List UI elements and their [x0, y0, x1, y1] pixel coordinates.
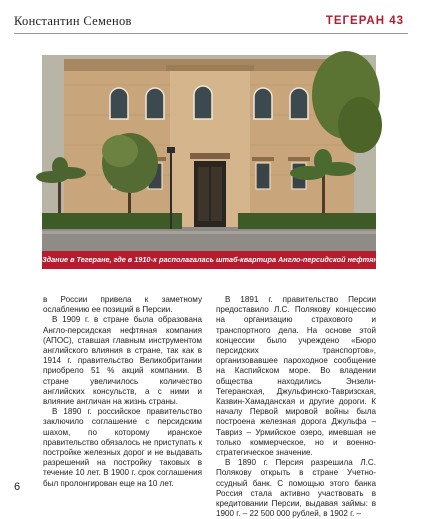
photo-caption: Здание в Тегеране, где в 1910-х располагалась штаб-квартира Англо-персидской нефтяной компании — [42, 255, 424, 264]
text-column-left — [43, 295, 202, 489]
page-number: 6 — [14, 481, 21, 493]
building-photo — [42, 55, 376, 251]
header-rule — [14, 33, 408, 34]
paragraph: В 1891 г. правительство Персии предоставило Л.С. Полякову концессию на организацию страхового и транспортного дела. На основе этой концессии было учреждено «Бюро персидских транспортов», организовавшее пароходное сообщение на Каспийском море. Во владении общества находились Энзели-Тегеранская, Джульфинско-Тавризская, Казвин-Хамаданская и другие дороги. К началу Первой мировой войны была построена железная дорога Джульфа – Тавриз – Урмийское озеро, имевшая не только коммерческое, но и военно-стратегическое значение. — [216, 295, 376, 458]
text-column-right — [216, 295, 376, 519]
paragraph: в России привела к заметному ослаблению ее позиций в Персии. — [43, 295, 202, 315]
building-illustration — [42, 55, 376, 251]
paragraph: В 1890 г. российское правительство заключило соглашение с персидским шахом, по которому иранское правительство обязалось не приступать к постройке железных дорог и не выдавать разрешений на постройку таковых в течение 10 лет. В 1900 г. срок соглашения был пролонгирован еще на 10 лет. — [43, 407, 202, 488]
running-head-author: Константин Семенов — [14, 14, 132, 28]
running-head-title: ТЕГЕРАН 43 — [325, 15, 404, 27]
paragraph: В 1890 г. Персия разрешила Л.С. Полякову открыть в стране Учетно-ссудный банк. С помощью этого банка Россия стала активно участвовать в кредитовании Персии, выдавая займы: в 1900 г. – 22 500 000 рублей, в 1902 г. – — [216, 458, 376, 519]
paragraph: В 1909 г. в стране была образована Англо-персидская нефтяная компания (АПОС), ставшая главным инструментом английского влияния в стране, так как в 1914 г. правительство Великобритании приобрело 51 % акций компании. В стране увеличилось количество английских консульств, а с ними и влияние англичан на жизнь страны. — [43, 315, 202, 407]
